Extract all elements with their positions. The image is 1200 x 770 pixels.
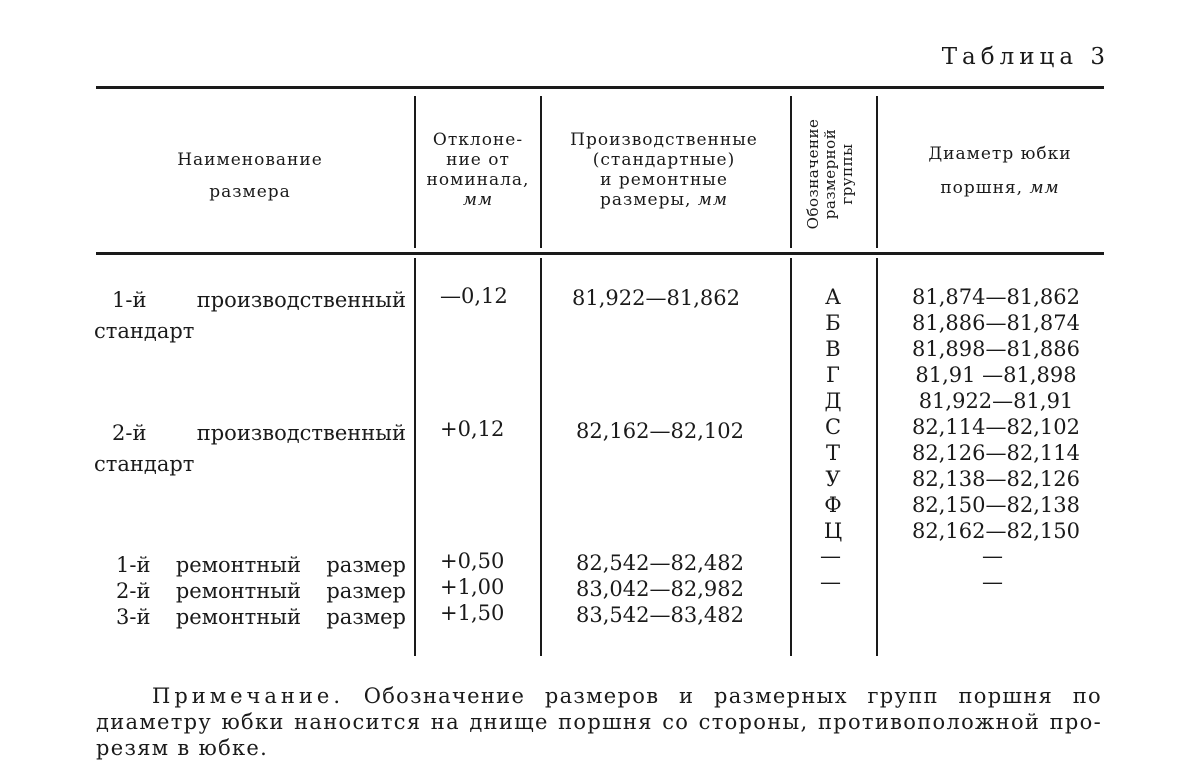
row-name-repair-3: 3-й ремонтный размер xyxy=(116,605,406,629)
row-diameter-repair-1: — xyxy=(982,544,1003,568)
row-name-repair-1: 1-й ремонтный размер xyxy=(116,553,406,577)
row-name-standard-2: 2-й производственный xyxy=(112,421,406,445)
row-name-standard-1-cont: стандарт xyxy=(94,319,195,343)
column-divider-1 xyxy=(414,96,416,248)
row-sizes-repair-3: 83,542—83,482 xyxy=(576,603,744,627)
row-name-repair-2: 2-й ремонтный размер xyxy=(116,579,406,603)
row-deviation-repair-1: +0,50 xyxy=(440,549,505,573)
header-sizes: Производственные (стандартные) и ремонтные размеры, мм xyxy=(570,130,758,210)
group-letter: У xyxy=(825,467,841,491)
column-divider-3 xyxy=(790,96,792,248)
column-divider-3-body xyxy=(790,258,792,656)
group-letter: Ц xyxy=(823,519,843,543)
group-diameter: 82,150—82,138 xyxy=(912,493,1080,517)
note-line-3: резям в юбке. xyxy=(96,736,269,760)
header-bottom-rule xyxy=(96,252,1104,255)
group-diameter: 82,162—82,150 xyxy=(912,519,1080,543)
column-divider-2-body xyxy=(540,258,542,656)
group-letter: Г xyxy=(826,363,840,387)
row-group-repair-2: — xyxy=(820,570,841,594)
row-group-repair-1: — xyxy=(820,544,841,568)
group-letter: Д xyxy=(824,389,842,413)
group-diameter: 82,114—82,102 xyxy=(912,415,1080,439)
row-sizes-repair-2: 83,042—82,982 xyxy=(576,577,744,601)
table-top-rule xyxy=(96,86,1104,89)
group-diameter: 81,91 —81,898 xyxy=(915,363,1077,387)
group-diameter: 81,922—81,91 xyxy=(918,389,1074,413)
row-sizes-repair-1: 82,542—82,482 xyxy=(576,551,744,575)
row-name-standard-2-cont: стандарт xyxy=(94,452,195,476)
row-sizes-standard-2: 82,162—82,102 xyxy=(576,419,744,443)
group-diameter: 81,898—81,886 xyxy=(912,337,1080,361)
table-caption: Таблица 3 xyxy=(941,44,1110,70)
group-letter: В xyxy=(825,337,841,361)
column-divider-1-body xyxy=(414,258,416,656)
row-name-standard-1: 1-й производственный xyxy=(112,288,406,312)
note-label: Примечание. xyxy=(152,684,345,708)
group-diameter: 81,874—81,862 xyxy=(912,285,1080,309)
group-letter: С xyxy=(824,415,842,439)
group-diameters xyxy=(906,284,1086,544)
group-diameter: 82,138—82,126 xyxy=(912,467,1080,491)
column-divider-4-body xyxy=(876,258,878,656)
group-diameter: 82,126—82,114 xyxy=(912,441,1080,465)
group-diameter: 81,886—81,874 xyxy=(912,311,1080,335)
column-divider-2 xyxy=(540,96,542,248)
column-divider-4 xyxy=(876,96,878,248)
row-deviation-standard-2: +0,12 xyxy=(440,417,505,441)
note-line-2: диаметру юбки наносится на днище поршня со стороны, противоположной про- xyxy=(96,710,1102,734)
row-deviation-repair-2: +1,00 xyxy=(440,575,505,599)
row-deviation-repair-3: +1,50 xyxy=(440,601,505,625)
group-letter: Ф xyxy=(824,493,842,517)
group-letters xyxy=(818,284,848,544)
header-group: Обозначение размерной группы xyxy=(804,118,856,230)
group-letter: Б xyxy=(825,311,841,335)
header-diameter: Диаметр юбки поршня, мм xyxy=(928,144,1072,198)
row-deviation-standard-1: —0,12 xyxy=(440,284,508,308)
header-name: Наименование размера xyxy=(177,150,323,202)
group-letter: Т xyxy=(825,441,840,465)
header-deviation: Отклоне- ние от номинала, мм xyxy=(426,130,530,210)
note-line-1: Примечание. Обозначение размеров и размерных групп поршня по xyxy=(152,684,1102,708)
group-letter: А xyxy=(825,285,841,309)
row-diameter-repair-2: — xyxy=(982,570,1003,594)
row-sizes-standard-1: 81,922—81,862 xyxy=(572,286,740,310)
